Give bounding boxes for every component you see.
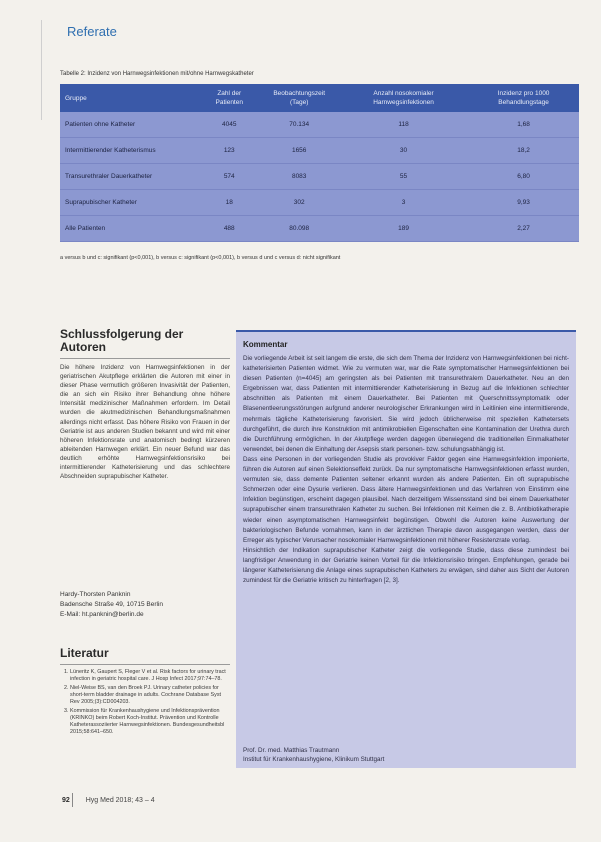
- table-cell: 189: [339, 216, 468, 242]
- comment-box: [236, 330, 576, 768]
- column-header: Gruppe: [60, 84, 199, 112]
- table-row: [60, 190, 579, 216]
- comment-paragraph: Hinsichtlich der Indikation suprapubischer Katheter zeigt die vorliegende Studie, dass diese zumindest bei langfristiger Anwendung in der Geriatrie keinen Vorteil für die Infektionsrisiko bringen. Empfehlungen, gerade bei längerer Katheterisierung die Anlage eines suprapubischen Katheters zu erwägen, sind daher aus Sicht der Autoren zumindest für die Geriatrie kritisch zu hinterfragen [2, 3].: [243, 546, 569, 585]
- page-footer: [62, 797, 155, 804]
- conclusion-body: Die höhere Inzidenz von Harnwegsinfektionen in der geriatrischen Akutpflege erklärten die Autoren mit einer in dieser Phase vermutlich größeren Invasivität der Patienten, die an sich ein Risiko ihrer Behandlung ohne höhere Intensität medizinischer Maßnahmen erfordern. Im Detail wurden die akutmedizinischen Behandlungsmaßnahmen allerdings nicht erfasst. Das höhere Risiko von Frauen in der Geriatrie ist aus anderen Studien bekannt und wird mit einer höheren Infektionsrate und anatomisch bedingt kürzeren ableitenden Harnwegen erklärt. Ein neuer Befund war das deutlich erhöhte Harnwegsinfektionsrisiko bei intermittierender Katheterisierung und das schlechtere Abschneiden suprapubischer Katheter.: [60, 364, 230, 481]
- table-cell: Patienten ohne Katheter: [60, 112, 199, 138]
- table-cell: 8083: [259, 164, 338, 190]
- table-cell: 302: [259, 190, 338, 216]
- table-header-row: [60, 84, 579, 112]
- reference-item: 1. Lüneritz K, Gaupert S, Fleger V et al. Risk factors for urinary tract infection in geriatric hospital care. J Hosp Infect 2017;97:74–78.: [70, 669, 230, 683]
- column-header: Inzidenz pro 1000 Behandlungstage: [468, 84, 579, 112]
- table-row: [60, 216, 579, 242]
- literature-section: [60, 647, 230, 738]
- signature-name: Prof. Dr. med. Matthias Trautmann: [243, 747, 340, 754]
- table-cell: 123: [199, 138, 259, 164]
- table-cell: Suprapubischer Katheter: [60, 190, 199, 216]
- table-cell: 30: [339, 138, 468, 164]
- table-cell: 70.134: [259, 112, 338, 138]
- column-header: Beobachtungszeit (Tage): [259, 84, 338, 112]
- conclusion-heading: Schlussfolgerung der Autoren: [60, 327, 184, 354]
- table-footnote: a versus b und c: signifikant (p<0,001), b versus c: signifikant (p<0,001), b versus d und c versus d: nicht signifikant: [60, 255, 341, 261]
- table-cell: 118: [339, 112, 468, 138]
- heading-rule: [60, 664, 230, 665]
- incidence-table: [60, 84, 579, 242]
- margin-rule: [41, 20, 42, 120]
- author-block: [60, 590, 163, 620]
- section-title: Referate: [67, 24, 117, 39]
- table-cell: 18: [199, 190, 259, 216]
- table-row: [60, 164, 579, 190]
- comment-paragraph: Dass eine Personen in der vorliegenden Studie als provokiver Faktor gegen eine Harnwegsinfektion imponierte, führen die Autoren auf einen Selektionseffekt zurück. Da nur symptomatische Harnwegsinfektionen erfasst wurden, vermuten sie, dass demente Patienten seltener erkannt wurden als andere Patienten. Ein oft suprapubische Schmerzen oder eine Dysurie verlieren. Dass ältere Harnwegsinfektionen und das Verfahren von Einstimm eine Infektion begünstigen, erscheint dagegen plausibel. Nach derzeitigem Wissensstand sind bei einem Dauerkatheter suprapubischer einem transurethralen Katheter zu suchen. Bei Infektionen mit Keimen die z. B. Antibiotikatherapie wieder einen asymptomatischen Harnwegsinfekt begünstigen. Obwohl die Autoren keine Auswertung der bakteriologischen Befunde vornahmen, kann in der ärztlichen Therapie davon ausgegangen werden, dass der Erreger als typischer Verursacher nosokomialer Harnwegsinfektionen mit höherer Resistenzrate vorlag.: [243, 455, 569, 544]
- conclusion-section: [60, 328, 230, 481]
- table-cell: 6,80: [468, 164, 579, 190]
- table-cell: 80.098: [259, 216, 338, 242]
- table-cell: 18,2: [468, 138, 579, 164]
- table-cell: 574: [199, 164, 259, 190]
- table-cell: 3: [339, 190, 468, 216]
- table-cell: 9,93: [468, 190, 579, 216]
- signature-institution: Institut für Krankenhaushygiene, Klinikum Stuttgart: [243, 756, 385, 763]
- table-cell: 2,27: [468, 216, 579, 242]
- table-row: [60, 112, 579, 138]
- table-cell: 55: [339, 164, 468, 190]
- heading-rule: [60, 358, 230, 359]
- table-cell: 488: [199, 216, 259, 242]
- comment-body: [243, 354, 569, 586]
- comment-signature: [243, 746, 384, 764]
- column-header: Zahl der Patienten: [199, 84, 259, 112]
- author-name: Hardy-Thorsten Panknin: [60, 591, 131, 598]
- table-cell: Alle Patienten: [60, 216, 199, 242]
- table-cell: 1,68: [468, 112, 579, 138]
- table-row: [60, 138, 579, 164]
- journal-citation: Hyg Med 2018; 43 – 4: [85, 797, 155, 804]
- comment-title: Kommentar: [243, 340, 288, 349]
- comment-paragraph: Die vorliegende Arbeit ist seit langem die erste, die sich dem Thema der Inzidenz von Harnwegsinfektionen bei nicht-katheterisierten Patienten widmet. Wie zu vermuten war, war die Rate symptomatischer Harnwegsinfektionen bei diesen Patienten (n=4045) am geringsten als bei Patienten mit transurethralem Dauerkatheter. Neu an den Ergebnissen war, dass Patienten mit intermittierender Katheterisierung in Bezug auf die Infektionen schlechter abschnitten als Patienten mit einem Dauerkatheter. Bei Patienten mit Querschnittssymptomatik oder Blasenentleerungsstörungen aufgrund anderer neurologischer Erkrankungen wird in Leitlinien eine intermittierende, mehrmals tägliche Katheterisierung favorisiert. Sie wird jedoch üblicherweise mit speziellen Kathetersets durchgeführt, die durch ihre Konstruktion mit antimikrobiellen Eigenschaften eine Kontamination der Urethra durch die Durchführung ermöglichen. In der Akutpflege werden dagegen überwiegend die traditionellen Einmalkatheter verwendet, bei denen die Einhaltung der Asepsis stark personen- bzw. schulungsabhängig ist.: [243, 355, 569, 453]
- reference-item: 3. Kommission für Krankenhaushygiene und Infektionsprävention (KRINKO) beim Robert Koch-Institut. Prävention und Kontrolle Katheterassoziierter Harnwegsinfektionen. Bundesgesundheitsbl 2015;58:641–650.: [70, 708, 230, 736]
- reference-item: 2. Niel-Weise BS, van den Broek PJ. Urinary catheter policies for short-term bladder drainage in adults. Cochrane Database Syst Rev 2005;(3):CD004203.: [70, 685, 230, 706]
- table-caption: Tabelle 2: Inzidenz von Harnwegsinfektionen mit/ohne Harnwegskatheter: [60, 71, 254, 77]
- literature-heading: Literatur: [60, 646, 109, 660]
- author-address: Badensche Straße 49, 10715 Berlin: [60, 601, 163, 608]
- table-cell: 4045: [199, 112, 259, 138]
- author-email: E-Mail: ht.panknin@berlin.de: [60, 611, 144, 618]
- column-header: Anzahl nosokomialer Harnwegsinfektionen: [339, 84, 468, 112]
- page-number: 92: [62, 797, 70, 804]
- reference-list: [60, 669, 230, 736]
- table-cell: Intermittierender Katheterismus: [60, 138, 199, 164]
- table-cell: Transurethraler Dauerkatheter: [60, 164, 199, 190]
- table-cell: 1656: [259, 138, 338, 164]
